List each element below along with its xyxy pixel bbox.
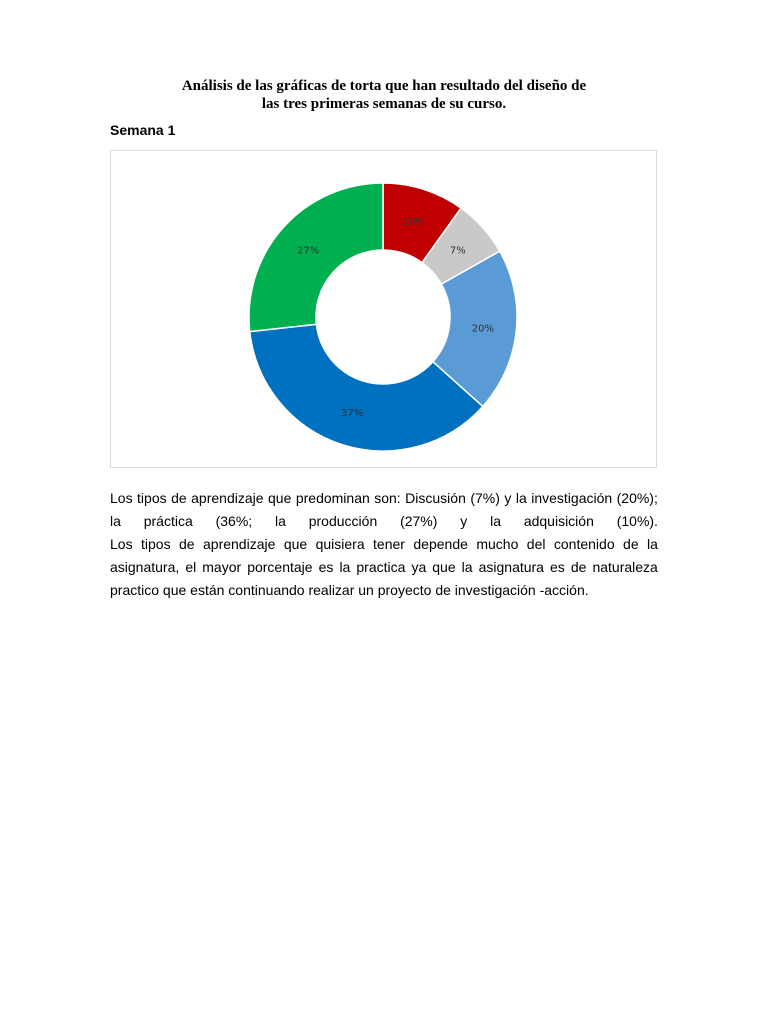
paragraph-word: mayor [202,559,242,575]
slice-data-label: 20% [471,323,495,335]
paragraph-word: del [526,536,546,552]
paragraph-word: investigación [531,490,613,506]
paragraph-word: mucho [476,536,519,552]
paragraph-word: asignatura, [110,559,180,575]
slice-data-label: 27% [297,245,320,257]
paragraph-word: la [110,513,121,529]
paragraph-word: aprendizaje [203,536,276,552]
document-title [110,77,658,113]
paragraph-line [110,533,658,556]
paragraph-word: la [339,559,351,575]
paragraph-line [110,510,658,533]
paragraph-word: práctica [143,513,193,529]
paragraph-word: y [460,513,468,529]
paragraph-word: de [570,559,587,575]
paragraph-word: tener [373,536,405,552]
paragraph-word: la [461,559,473,575]
paragraph-word: depende [413,536,468,552]
paragraph-word: la [275,513,286,529]
paragraph-word: la [515,490,527,506]
donut-chart [111,151,658,469]
paragraph-word: es [550,559,565,575]
paragraph-word: asignatura [478,559,544,575]
paragraph-word: Los [110,536,133,552]
paragraph-word: tipos [137,490,167,506]
paragraph-word: de [171,490,187,506]
paragraph-word: (36%; [215,513,253,529]
paragraph-word: (27%) [400,513,438,529]
paragraph-word: de [179,536,195,552]
paragraph-line [110,556,658,579]
paragraph-word: que [283,536,308,552]
paragraph-word: (20%); [616,490,658,506]
donut-slice [249,183,383,332]
paragraph-word: naturaleza [592,559,658,575]
paragraph-word: el [185,559,197,575]
paragraph-word: son: [374,490,401,506]
paragraph-word: de [623,536,639,552]
paragraph-word: tipos [141,536,171,552]
paragraph-word: practica [356,559,406,575]
paragraph-word: es [318,559,334,575]
paragraph-word: Los [110,490,133,506]
paragraph-word: porcentaje [247,559,313,575]
paragraph-line [110,487,658,510]
paragraph-word: y [504,490,512,506]
title-line-1: Análisis de las gráficas de torta que han resultado del diseño de [181,78,587,94]
paragraph-word: que [432,559,456,575]
analysis-paragraph [110,487,658,602]
paragraph-word: quisiera [315,536,365,552]
section-heading: Semana 1 [110,122,176,138]
donut-chart-frame [110,150,657,468]
paragraph-word: que [268,490,292,506]
slice-data-label: 37% [341,408,364,420]
slice-data-label: 7% [449,245,466,257]
paragraph-word: adquisición [523,513,594,529]
paragraph-word: contenido [553,536,615,552]
paragraph-word: (10%). [616,513,658,529]
paragraph-word: la [647,536,658,552]
paragraph-line: practico que están continuando realizar un proyecto de investigación -acción. [110,582,589,598]
paragraph-word: aprendizaje [191,490,264,506]
paragraph-word: la [490,513,501,529]
paragraph-word: (7%) [470,490,500,506]
paragraph-word: Discusión [405,490,466,506]
paragraph-word: predominan [295,490,370,506]
paragraph-word: ya [411,559,427,575]
title-line-2: las tres primeras semanas de su curso. [261,96,507,112]
slice-data-label: 10% [402,216,425,228]
paragraph-word: producción [308,513,378,529]
